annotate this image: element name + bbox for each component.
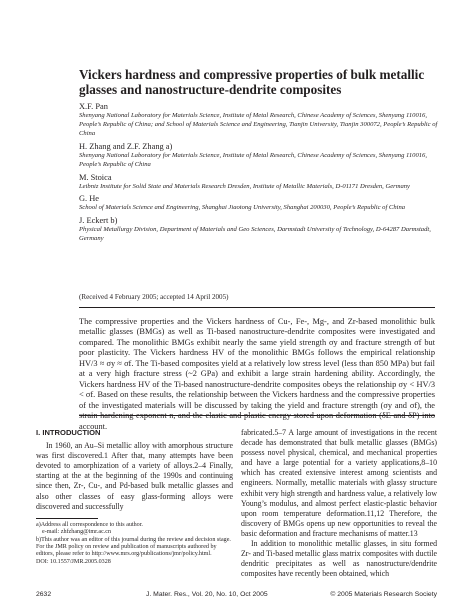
author-name: M. Stoica xyxy=(79,172,112,182)
author-block xyxy=(79,142,439,170)
author-block xyxy=(79,194,439,213)
author-block xyxy=(79,173,439,192)
copyright-notice: © 2005 Materials Research Society xyxy=(330,591,437,598)
body-paragraph: In addition to monolithic metallic glasses, in situ formed Zr- and Ti-based metallic glass matrix composites with ductile dendritic precipitates as well as nanostructure/dendrite composites have recently been obtained, which xyxy=(241,539,437,579)
footnote: b)This author was an editor of this journal during the review and decision stage. For the JMR policy on review and publication of manuscripts authored by editors, please refer to http://www.mrs.org/publications/jmr/policy.html. xyxy=(36,536,231,558)
footnotes xyxy=(36,522,233,566)
received-dates: (Received 4 February 2005; accepted 14 April 2005) xyxy=(79,293,229,301)
author-block xyxy=(79,102,439,139)
author-affiliation: Shenyang National Laboratory for Materials Science, Institute of Metal Research, Chinese Academy of Sciences, Shenyang 110016, People’s Republic of China; and School of Materials Science and Engineering, Tianjin University, Tianjin 300072, People’s Republic of China xyxy=(79,112,438,137)
article-title: Vickers hardness and compressive properties of bulk metallic glasses and nanostructure-dendrite composites xyxy=(79,67,425,97)
author-name: J. Eckert b) xyxy=(79,216,118,226)
footnote-divider xyxy=(36,518,98,519)
abstract-text: The compressive properties and the Vickers hardness of Cu-, Fe-, Mg-, and Zr-based monolithic bulk metallic glasses (BMGs) as well as Ti-based nanostructure-dendrite composites were investigated and compared. The monolithic BMGs exhibit nearly the same yield strength σy and fracture strength σf but poor plasticity. The Vickers hardness HV of the monolithic BMGs follows the empirical relationship HV/3 ≈ σy ≈ σf. The Ti-based composites yield at a relatively low stress level (less than 850 MPa) but fail at a very high fracture stress (~2 GPa) and exhibit a large strain hardening ability. Accordingly, the Vickers hardness HV of the Ti-based nanostructure-dendrite composites obeys the relationship σy < HV/3 < σf. Based on these results, the relationship between the Vickers hardness and the compressive properties of the investigated materials will be discussed by taking the yield and fracture strength (σy and σf), the strain hardening exponent n, and the elastic and plastic energy stored upon deformation (δE and δP) into account. xyxy=(79,317,435,431)
author-name: G. He xyxy=(79,194,100,204)
author-name: X.F. Pan xyxy=(79,102,108,111)
footnote: e-mail: zhfzhang@imr.ac.cn xyxy=(42,529,112,536)
body-paragraph: fabricated.5–7 A large amount of investigations in the recent decade has demonstrated that bulk metallic glasses (BMGs) possess novel physical, chemical, and mechanical properties and have a large potential for a variety applications,8–10 which has created extensive interest among scientists and engineers. Normally, metallic materials with glassy structure exhibit very high strength and hardness value, a relatively low Young’s modulus, and almost perfect elastic-plastic behavior upon room temperature deformation.11,12 Therefore, the discovery of BMGs opens up new opportunities to reveal the basic deformation and fracture mechanisms of matter.13 xyxy=(241,428,437,538)
author-affiliation: School of Materials Science and Engineering, Shanghai Jiaotong University, Shanghai 200030, People’s Republic of China xyxy=(79,204,406,212)
author-affiliation: Shenyang National Laboratory for Materials Science, Institute of Metal Research, Chinese Academy of Sciences, Shenyang 110016, People’s Republic of China xyxy=(79,151,427,168)
author-affiliation: Leibniz Institute for Solid State and Materials Research Dresden, Institute of Metallic Materials, D-01171 Dresden, Germany xyxy=(79,182,410,190)
section-heading: I. INTRODUCTION xyxy=(36,428,101,437)
left-column xyxy=(36,428,233,566)
right-column xyxy=(241,428,437,579)
page-footer xyxy=(36,590,437,600)
doi-line: DOI: 10.1557/JMR.2005.0328 xyxy=(36,558,111,565)
page-number: 2632 xyxy=(36,591,52,598)
author-name: H. Zhang and Z.F. Zhang a) xyxy=(79,141,173,151)
abstract-bottom-rule xyxy=(79,415,435,416)
journal-citation: J. Mater. Res., Vol. 20, No. 10, Oct 2005 xyxy=(146,591,268,598)
author-list xyxy=(79,102,439,247)
footnote: a)Address all correspondence to this author. xyxy=(36,521,143,528)
author-affiliation: Physical Metallurgy Division, Department of Materials and Geo Sciences, Darmstadt University of Technology, D-64287 Darmstadt, Germany xyxy=(79,226,431,243)
abstract-top-rule xyxy=(79,307,435,308)
author-block xyxy=(79,216,439,244)
body-paragraph: In 1960, an Au–Si metallic alloy with amorphous structure was first discovered.1 After that, many attempts have been devoted to amorphization of a variety of alloys.2–4 Finally, starting at the at the beginning of the 1990s and continuing since then, Zr-, Cu-, and Pd-based bulk metallic glasses and also other classes of easy glass-forming alloys were discovered and successfully xyxy=(36,441,233,511)
